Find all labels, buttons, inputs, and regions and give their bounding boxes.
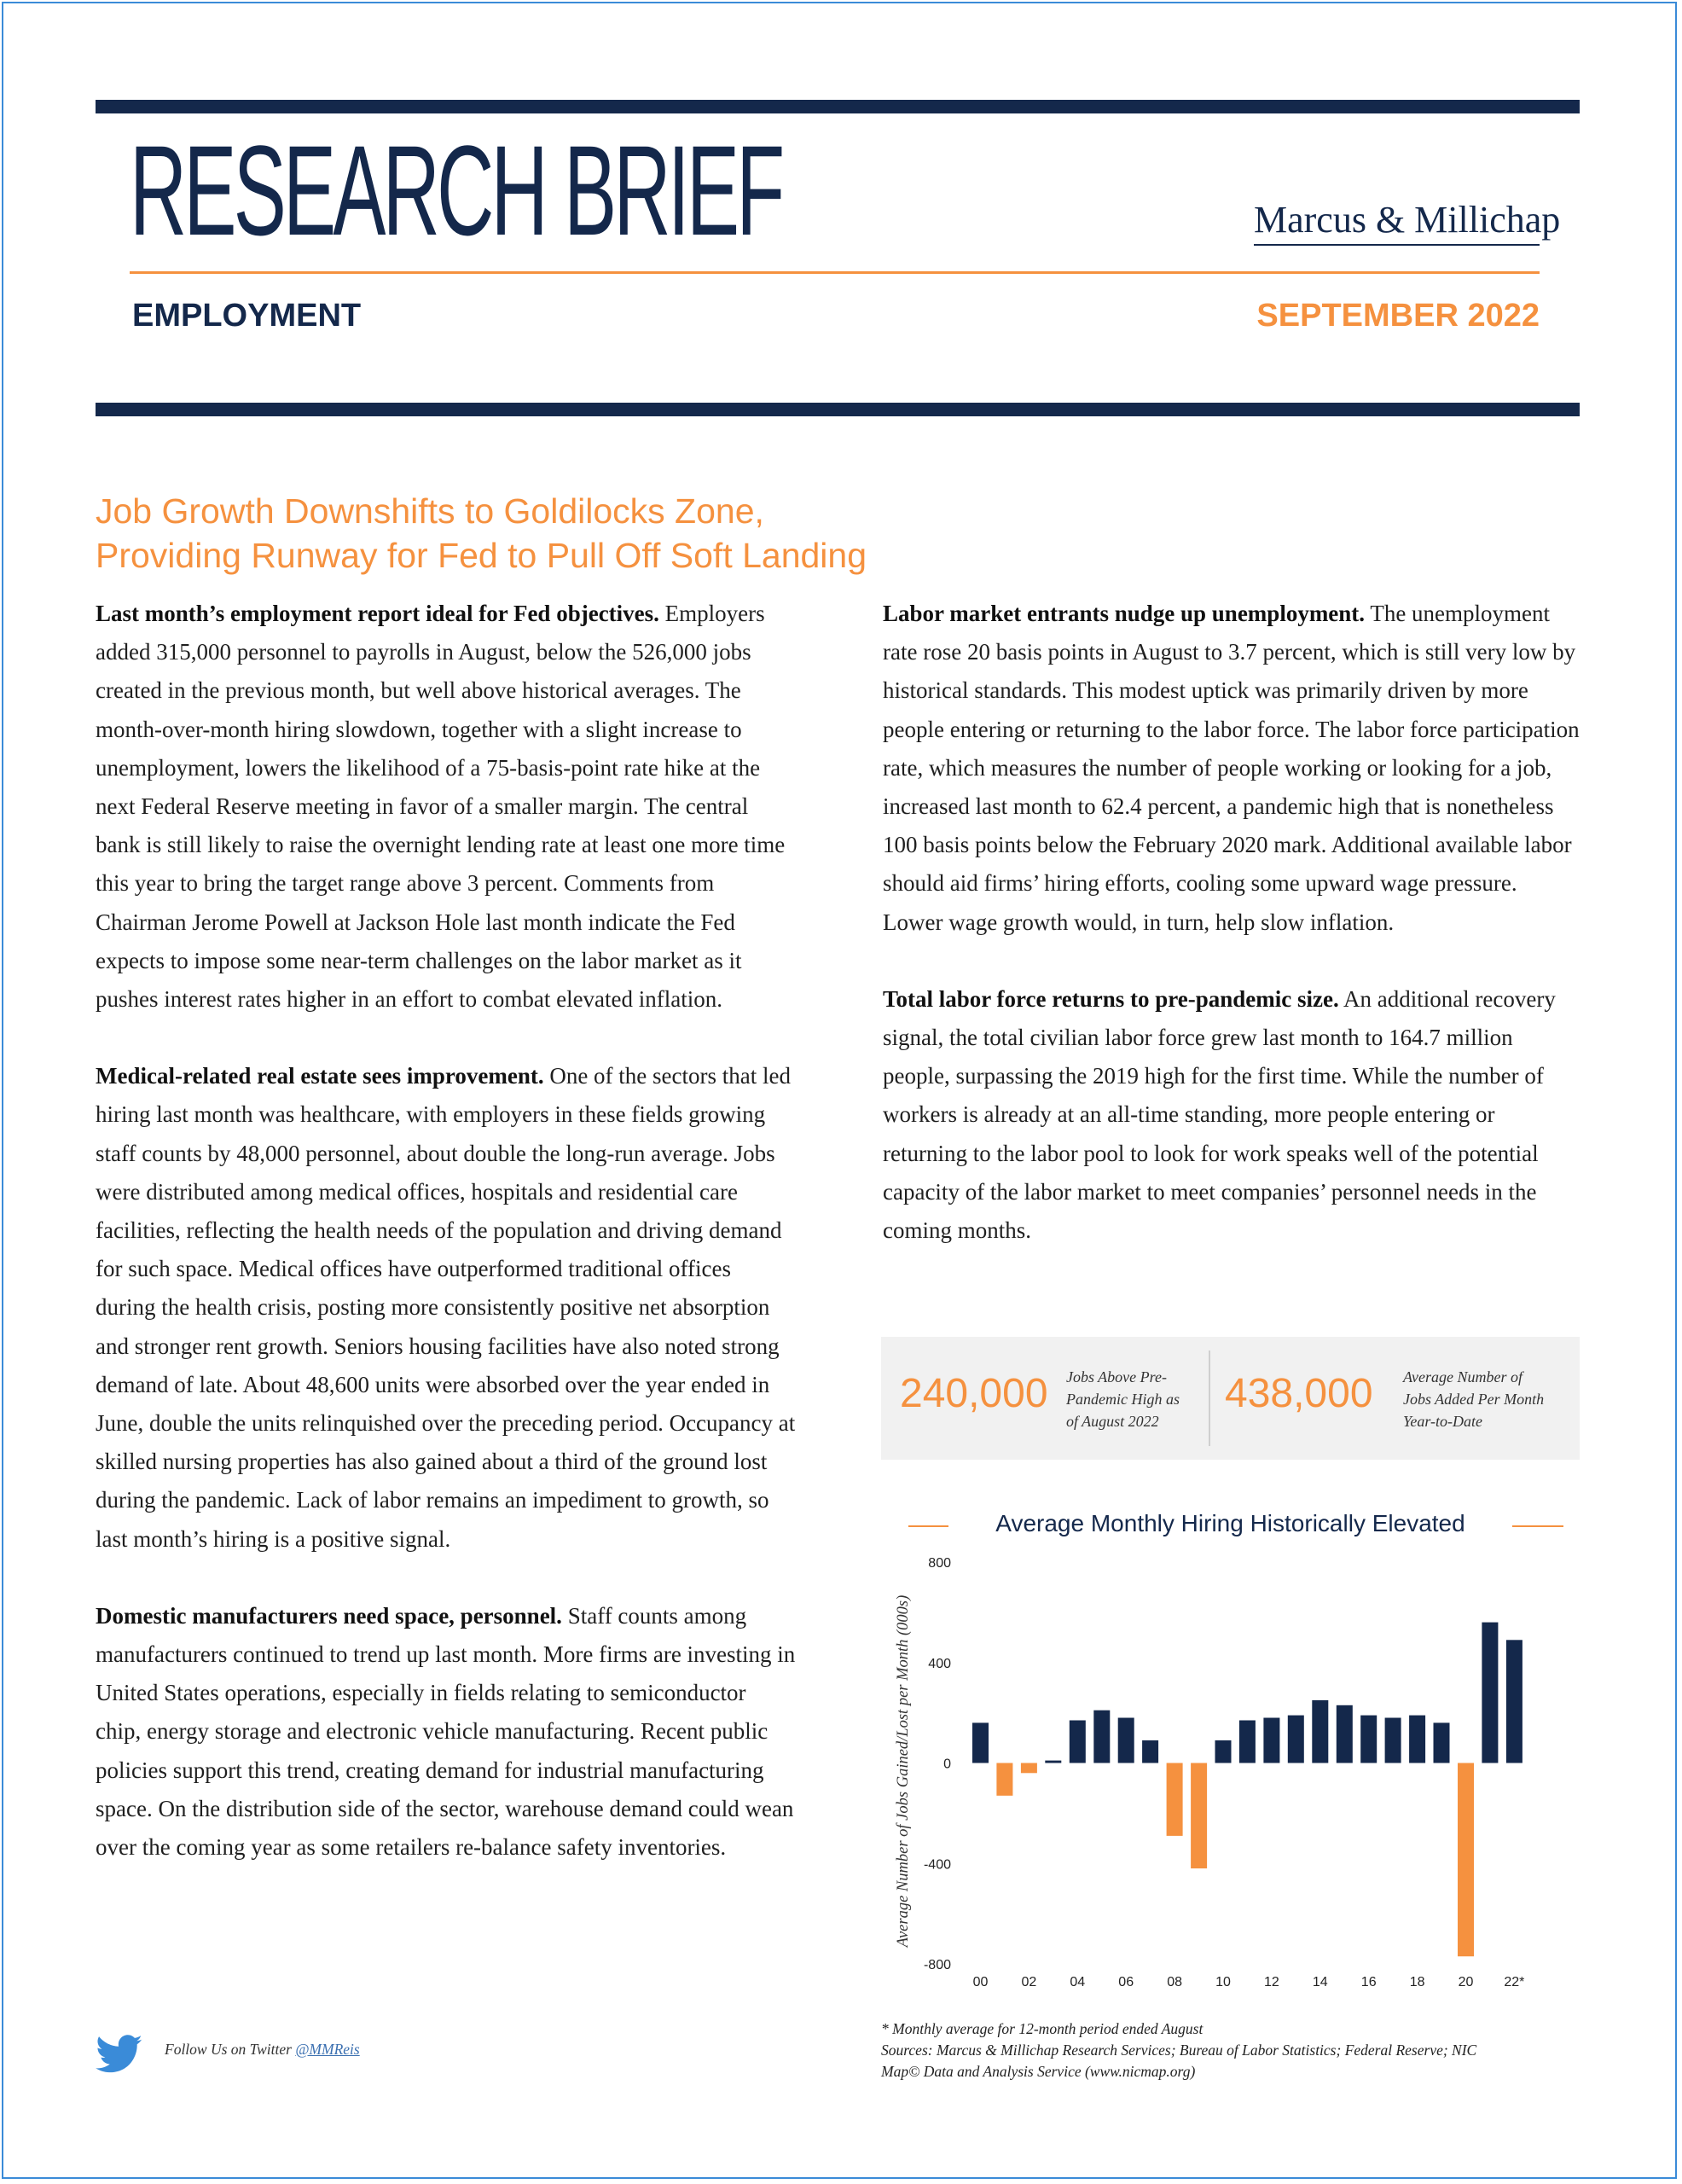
bar-13 bbox=[1288, 1716, 1304, 1763]
x-tick-label: 14 bbox=[1312, 1975, 1328, 1989]
bar-04 bbox=[1070, 1721, 1086, 1763]
x-tick-label: 00 bbox=[972, 1975, 989, 1989]
bar-09 bbox=[1191, 1763, 1207, 1869]
chart-title: Average Monthly Hiring Historically Elevated bbox=[995, 1510, 1465, 1536]
bar-03 bbox=[1045, 1761, 1061, 1763]
hiring-bar-chart bbox=[881, 1541, 1580, 2001]
chart-bars bbox=[972, 1623, 1522, 1957]
x-tick-label: 06 bbox=[1118, 1975, 1134, 1989]
bar-07 bbox=[1142, 1740, 1158, 1763]
paragraph-manufacturers bbox=[96, 1597, 797, 1867]
y-tick-label: -800 bbox=[923, 1958, 951, 1972]
y-tick-label: -400 bbox=[923, 1857, 951, 1873]
stat-label-line: Average Number of bbox=[1403, 1368, 1522, 1385]
paragraph-medical-real-estate bbox=[96, 1057, 797, 1559]
article-headline bbox=[96, 489, 1034, 578]
paragraph-fed-objectives bbox=[96, 595, 797, 1019]
y-axis-ticks bbox=[924, 1556, 951, 1972]
y-tick-label: 800 bbox=[928, 1556, 951, 1571]
bar-14 bbox=[1312, 1700, 1328, 1763]
x-tick-label: 22* bbox=[1504, 1975, 1525, 1989]
headline-line-1: Job Growth Downshifts to Goldilocks Zone, bbox=[96, 491, 764, 531]
twitter-handle-link[interactable]: @MMReis bbox=[295, 2041, 360, 2058]
paragraph-labor-force bbox=[883, 980, 1582, 1250]
document-title: RESEARCH BRIEF bbox=[130, 119, 782, 262]
twitter-follow-text bbox=[165, 2041, 360, 2059]
twitter-bird-icon[interactable] bbox=[96, 2035, 143, 2074]
chart-footnote: * Monthly average for 12-month period ended August bbox=[881, 2020, 1204, 2037]
bar-05 bbox=[1093, 1711, 1110, 1763]
x-tick-label: 02 bbox=[1021, 1975, 1037, 1989]
paragraph-heading: Medical-related real estate sees improvement. bbox=[96, 1063, 544, 1089]
y-axis-label: Average Number of Jobs Gained/Lost per Month (000s) bbox=[895, 1594, 912, 1948]
category-label: EMPLOYMENT bbox=[132, 298, 362, 334]
stat-divider bbox=[1209, 1350, 1210, 1446]
paragraph-body: An additional recovery signal, the total civilian labor force grew last month to 164.7 million people, surpassing the 2019 high for the first time. While the number of workers is already at an all-time standing, more people entering or returning to the labor pool to look for work speaks well of the potential capacity of the labor market to meet companies’ personnel needs in the coming months. bbox=[883, 985, 1556, 1244]
stat-average-jobs-label bbox=[1403, 1366, 1544, 1432]
stat-label-line: of August 2022 bbox=[1066, 1413, 1159, 1430]
x-tick-label: 04 bbox=[1070, 1975, 1086, 1989]
paragraph-heading: Domestic manufacturers need space, personnel. bbox=[96, 1602, 562, 1629]
bar-12 bbox=[1263, 1718, 1279, 1763]
stat-label-line: Jobs Added Per Month bbox=[1403, 1391, 1545, 1408]
chart-title-rule-right bbox=[1512, 1525, 1563, 1527]
paragraph-unemployment bbox=[883, 595, 1582, 942]
stat-label-line: Pandemic High as bbox=[1066, 1391, 1180, 1408]
header-bottom-rule bbox=[96, 403, 1580, 416]
issue-date: SEPTEMBER 2022 bbox=[1256, 298, 1540, 334]
paragraph-body: The unemployment rate rose 20 basis points in August to 3.7 percent, which is still very low by historical standards. This modest uptick was primarily driven by more people entering or returning to the labor force. The labor force participation rate, which measures the number of people working or looking for a job, increased last month to 62.4 percent, a pandemic high that is nonetheless 100 basis points below the February 2020 mark. Additional available labor should aid firms’ hiring efforts, cooling some upward wage pressure. Lower wage growth would, in turn, help slow inflation. bbox=[883, 601, 1580, 935]
left-column bbox=[96, 595, 797, 1905]
x-tick-label: 10 bbox=[1215, 1975, 1231, 1989]
chart-sources-line-2: Map© Data and Analysis Service (www.nicmap.org) bbox=[881, 2063, 1196, 2080]
paragraph-heading: Total labor force returns to pre-pandemic size. bbox=[883, 985, 1339, 1012]
paragraph-body: One of the sectors that led hiring last month was healthcare, with employers in these fields growing staff counts by 48,000 personnel, about double the long-run average. Jobs were distributed among medical offices, hospitals and residential care facilities, reflecting the health needs of the population and driving demand for such space. Medical offices have outperformed traditional offices during the health crisis, posting more consistently positive net absorption and stronger rent growth. Seniors housing facilities have also noted strong demand of late. About 48,600 units were absorbed over the year ended in June, double the units relinquished over the preceding period. Occupancy at skilled nursing properties has also gained about a third of the ground lost during the pandemic. Lack of labor remains an impediment to growth, so last month’s hiring is a positive signal. bbox=[96, 1063, 796, 1552]
bar-10 bbox=[1215, 1740, 1232, 1763]
stats-callout bbox=[881, 1337, 1580, 1460]
headline-line-2: Providing Runway for Fed to Pull Off Soft Landing bbox=[96, 536, 867, 575]
stat-jobs-above-prepandemic-value: 240,000 bbox=[900, 1371, 1048, 1416]
bar-00 bbox=[972, 1722, 989, 1763]
x-tick-label: 12 bbox=[1264, 1975, 1279, 1989]
x-tick-label: 16 bbox=[1360, 1975, 1377, 1989]
bar-17 bbox=[1385, 1718, 1401, 1763]
right-column bbox=[883, 595, 1582, 1288]
x-tick-label: 08 bbox=[1167, 1975, 1182, 1989]
bar-08 bbox=[1167, 1763, 1183, 1836]
stat-label-line: Jobs Above Pre- bbox=[1066, 1368, 1167, 1385]
follow-label: Follow Us on Twitter bbox=[165, 2041, 296, 2058]
bar-22* bbox=[1506, 1640, 1522, 1763]
paragraph-heading: Labor market entrants nudge up unemployment. bbox=[883, 601, 1366, 626]
header-divider bbox=[130, 271, 1540, 274]
bar-01 bbox=[996, 1763, 1012, 1796]
bar-11 bbox=[1239, 1721, 1256, 1763]
paragraph-body: Employers added 315,000 personnel to payrolls in August, below the 526,000 jobs created in the previous month, but well above historical averages. The month-over-month hiring slowdown, together with a slight increase to unemployment, lowers the likelihood of a 75-basis-point rate hike at the next Federal Reserve meeting in favor of a smaller margin. The central bank is still likely to raise the overnight lending rate at least one more time this year to bring the target range above 3 percent. Comments from Chairman Jerome Powell at Jackson Hole last month indicate the Fed expects to impose some near-term challenges on the labor market as it pushes interest rates higher in an effort to combat elevated inflation. bbox=[96, 601, 786, 1013]
bar-06 bbox=[1118, 1718, 1134, 1763]
stat-average-jobs-value: 438,000 bbox=[1225, 1371, 1373, 1416]
bar-16 bbox=[1360, 1716, 1377, 1763]
bar-19 bbox=[1434, 1722, 1450, 1763]
paragraph-body: Staff counts among manufacturers continued to trend up last month. More firms are investing in United States operations, especially in fields relating to semiconductor chip, energy storage and electronic vehicle manufacturing. Recent public policies support this trend, creating demand for industrial manufacturing space. On the distribution side of the sector, warehouse demand could wean over the coming year as some retailers re-balance safety inventories. bbox=[96, 1602, 796, 1861]
bar-18 bbox=[1409, 1716, 1425, 1763]
y-tick-label: 0 bbox=[943, 1757, 951, 1772]
chart-sources-line-1: Sources: Marcus & Millichap Research Services; Bureau of Labor Statistics; Federal Reserve; NIC bbox=[881, 2042, 1477, 2059]
x-tick-label: 20 bbox=[1458, 1975, 1474, 1989]
bar-21 bbox=[1482, 1623, 1498, 1763]
bar-20 bbox=[1458, 1763, 1474, 1957]
y-tick-label: 400 bbox=[928, 1656, 951, 1671]
company-logo: Marcus & Millichap bbox=[1254, 199, 1561, 241]
bar-02 bbox=[1021, 1763, 1037, 1774]
stat-jobs-above-prepandemic-label bbox=[1066, 1366, 1180, 1432]
bar-15 bbox=[1337, 1705, 1353, 1763]
x-axis-ticks bbox=[973, 1975, 1525, 1989]
x-tick-label: 18 bbox=[1409, 1975, 1425, 1989]
paragraph-heading: Last month’s employment report ideal for Fed objectives. bbox=[96, 601, 659, 626]
top-rule bbox=[96, 100, 1580, 113]
logo-underline bbox=[1254, 244, 1540, 246]
stat-label-line: Year-to-Date bbox=[1403, 1413, 1482, 1430]
